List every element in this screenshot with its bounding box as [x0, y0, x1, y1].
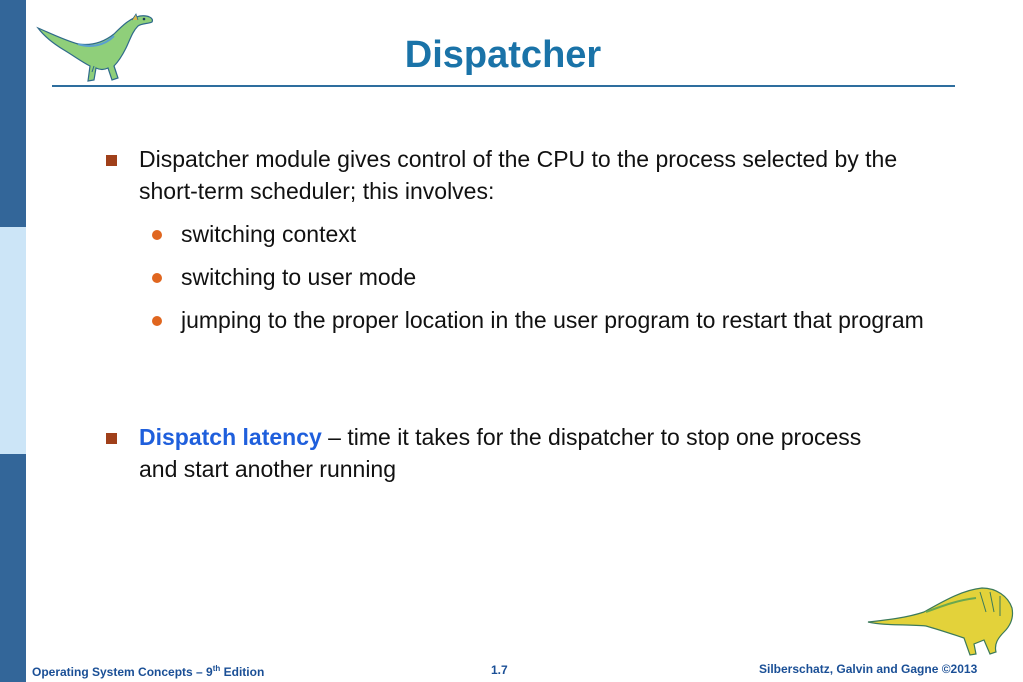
sidebar-bottom-band [0, 454, 26, 682]
footer-course-title: Operating System Concepts – 9th Edition [32, 664, 265, 679]
round-bullet-icon [152, 273, 162, 283]
term-definition: – time it takes for the dispatcher to stop one process and start another running [139, 424, 862, 482]
square-bullet-icon [106, 155, 117, 166]
sidebar-top-band [0, 0, 26, 227]
footer-slide-number: 1.7 [491, 663, 508, 677]
dinosaur-skeleton-icon [866, 582, 1016, 658]
term-highlight: Dispatch latency [139, 424, 322, 450]
bullet-text: Dispatcher module gives control of the CPU to the process selected by the short-term scheduler; this involves: [139, 146, 898, 204]
bullet-text [139, 421, 899, 485]
sub-bullet-text: switching context [181, 221, 357, 247]
sub-bullet-text: switching to user mode [181, 264, 417, 290]
square-bullet-icon [106, 433, 117, 444]
round-bullet-icon [152, 230, 162, 240]
title-divider [52, 85, 955, 87]
round-bullet-icon [152, 316, 162, 326]
slide-title: Dispatcher [404, 34, 602, 76]
sub-bullet-text: jumping to the proper location in the user program to restart that program [181, 307, 924, 333]
sidebar-middle-band [0, 227, 26, 454]
footer-copyright: Silberschatz, Galvin and Gagne ©2013 [759, 662, 978, 676]
